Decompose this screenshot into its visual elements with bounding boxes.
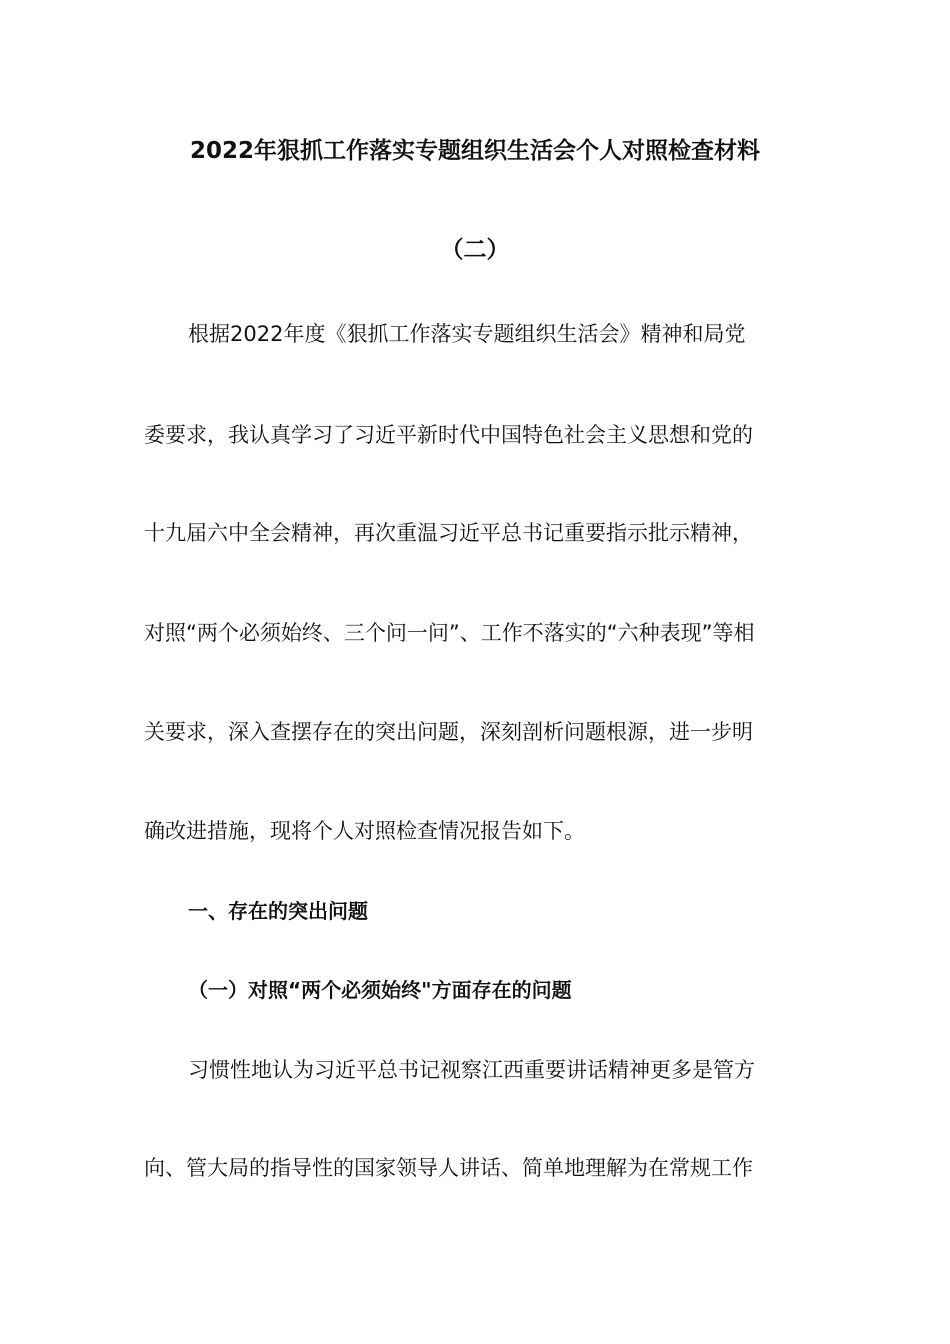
document-title-subtitle: （二）	[440, 237, 510, 263]
document-title: 2022年狠抓工作落实专题组织生活会个人对照检查材料	[189, 138, 760, 164]
paragraph-line: 习惯性地认为习近平总书记视察江西重要讲话精神更多是管方	[188, 1058, 755, 1082]
paragraph-line: 关要求，深入查摆存在的突出问题，深刻剖析问题根源，进一步明	[144, 720, 753, 744]
paragraph-line: 确改进措施，现将个人对照检查情况报告如下。	[144, 819, 585, 843]
paragraph-line: 对照“两个必须始终、三个问一问”、工作不落实的“六种表现”等相	[144, 621, 755, 645]
paragraph-line: 委要求，我认真学习了习近平新时代中国特色社会主义思想和党的	[144, 423, 753, 447]
section-heading: 一、存在的突出问题	[188, 899, 368, 923]
paragraph-line: 十九届六中全会精神，再次重温习近平总书记重要指示批示精神，	[144, 521, 753, 545]
paragraph-line: 根据2022年度《狠抓工作落实专题组织生活会》精神和局党	[188, 322, 746, 346]
subsection-heading: （一）对照“两个必须始终"方面存在的问题	[188, 978, 572, 1002]
paragraph-line: 向、管大局的指导性的国家领导人讲话、简单地理解为在常规工作	[144, 1156, 753, 1180]
